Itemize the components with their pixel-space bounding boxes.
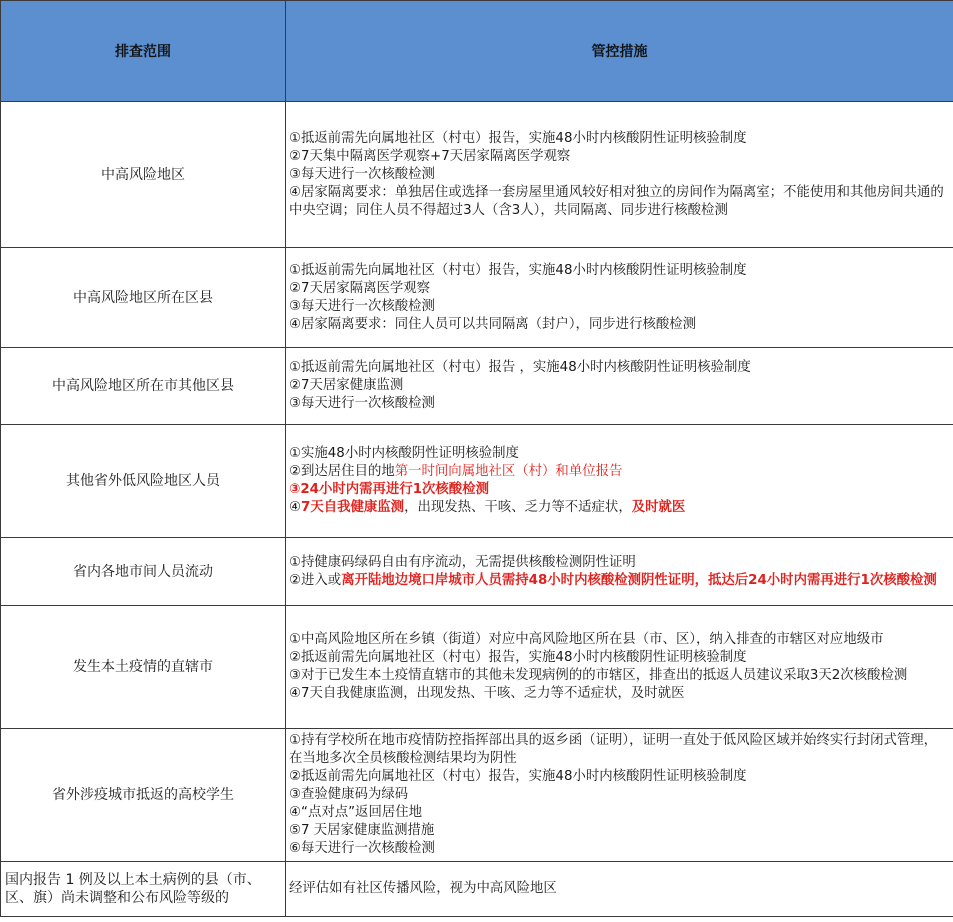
table-row [1,248,953,348]
measure-text: ③24小时内需再进行1次核酸检测 [289,482,489,497]
measures-cell [286,538,953,606]
measure-text: ②7天居家隔离医学观察 [289,280,431,296]
measure-item [289,377,948,395]
scope-cell: 省外涉疫城市抵返的高校学生 [1,729,286,862]
measure-item [289,445,948,463]
measure-text: ①实施48小时内核酸阴性证明核验制度 [289,446,519,461]
header-row [1,1,953,102]
measure-item [289,649,948,667]
measure-text: ③每天进行一次核酸检测 [289,166,435,182]
measure-item [289,130,948,148]
measure-item [289,631,948,649]
measure-item [289,554,948,572]
measure-text: 7天自我健康监测 [301,500,405,515]
measure-item [289,395,948,413]
measures-cell [286,862,953,917]
measure-text: 第一时间向属地社区（村）和单位报告 [394,464,623,479]
header-scope: 排查范围 [1,1,286,102]
measure-text: ②进入或 [289,572,342,588]
measure-item [289,786,948,804]
measure-item [289,667,948,685]
measures-cell [286,348,953,425]
scope-cell: 其他省外低风险地区人员 [1,425,286,538]
measure-item [289,822,948,840]
measure-text: ①抵返前需先向属地社区（村屯）报告，实施48小时内核酸阴性证明核验制度 [289,262,747,278]
table-row [1,425,953,538]
measure-text: ③对于已发生本土疫情直辖市的其他未发现病例的的市辖区，排查出的抵返人员建议采取3天2次核酸检测 [289,668,908,683]
scope-cell: 国内报告 1 例及以上本土病例的县（市、区、旗）尚未调整和公布风险等级的 [1,862,286,917]
measure-item [289,481,948,499]
table-row [1,606,953,729]
measure-item [289,463,948,481]
measure-item [289,280,948,298]
measure-text: ④居家隔离要求：同住人员可以共同隔离（封户），同步进行核酸检测 [289,316,697,332]
measure-text: ③每天进行一次核酸检测 [289,396,435,411]
measure-item [289,359,948,377]
measure-item [289,572,948,590]
measure-text: ⑥每天进行一次核酸检测 [289,841,435,856]
measure-text: ①持有学校所在地市疫情防控指挥部出具的返乡函（证明），证明一直处于低风险区域并始终实行封闭式管理，在当地多次全员核酸检测结果均为阴性 [289,733,938,766]
measure-text: ①中高风险地区所在乡镇（街道）对应中高风险地区所在县（市、区），纳入排查的市辖区对应地级市 [289,632,884,647]
scope-cell: 中高风险地区 [1,102,286,248]
measures-cell [286,425,953,538]
measure-text: ②到达居住目的地 [289,464,395,479]
measures-cell [286,606,953,729]
measure-item [289,840,948,858]
table-row [1,538,953,606]
measure-item [289,184,948,220]
measures-cell [286,102,953,248]
measure-text: ③查验健康码为绿码 [289,787,409,802]
measure-text: ①持健康码绿码自由有序流动，无需提供核酸检测阴性证明 [289,554,636,570]
measure-text: 及时就医 [631,500,686,515]
scope-cell: 省内各地市间人员流动 [1,538,286,606]
measure-text: 离开陆地边境口岸城市人员需持48小时内核酸检测阴性证明，抵达后24小时内需再进行1次核酸检测 [341,572,937,588]
measure-text: ④ [289,500,302,515]
measure-item [289,804,948,822]
measures-cell [286,729,953,862]
scope-cell: 中高风险地区所在市其他区县 [1,348,286,425]
scope-cell: 发生本土疫情的直辖市 [1,606,286,729]
table-row [1,348,953,425]
measure-text: 经评估如有社区传播风险，视为中高风险地区 [289,881,557,896]
measure-text: ②抵返前需先向属地社区（村屯）报告，实施48小时内核酸阴性证明核验制度 [289,769,747,784]
measure-text: ⑤7 天居家健康监测措施 [289,823,435,838]
table-row [1,862,953,917]
measure-item [289,768,948,786]
measure-item [289,499,948,517]
measure-item [289,732,948,768]
measure-item [289,166,948,184]
measure-text: ④居家隔离要求：单独居住或选择一套房屋里通风较好相对独立的房间作为隔离室；不能使用和其他房间共通的中央空调；同住人员不得超过3人（含3人），共同隔离、同步进行核酸检测 [289,184,944,218]
table-row [1,102,953,248]
measure-text: ①抵返前需先向属地社区（村屯）报告，实施48小时内核酸阴性证明核验制度 [289,130,747,146]
measure-item [289,148,948,166]
measure-text: ③每天进行一次核酸检测 [289,298,435,314]
measure-text: ①抵返前需先向属地社区（村屯）报告 ，实施48小时内核酸阴性证明核验制度 [289,360,751,375]
measure-item [289,262,948,280]
measure-item [289,298,948,316]
table-row [1,729,953,862]
header-measures: 管控措施 [286,1,953,102]
measure-text: ④“点对点”返回居住地 [289,805,423,820]
measures-cell [286,248,953,348]
scope-cell: 中高风险地区所在区县 [1,248,286,348]
measure-item [289,316,948,334]
measure-item [289,685,948,703]
measure-text: ④7天自我健康监测，出现发热、干咳、乏力等不适症状，及时就医 [289,686,685,701]
measure-item [289,880,948,898]
measure-text: ，出现发热、干咳、乏力等不适症状， [404,500,632,515]
measure-text: ②7天居家健康监测 [289,378,404,393]
measure-text: ②抵返前需先向属地社区（村屯）报告，实施48小时内核酸阴性证明核验制度 [289,650,747,665]
measure-text: ②7天集中隔离医学观察+7天居家隔离医学观察 [289,148,571,164]
